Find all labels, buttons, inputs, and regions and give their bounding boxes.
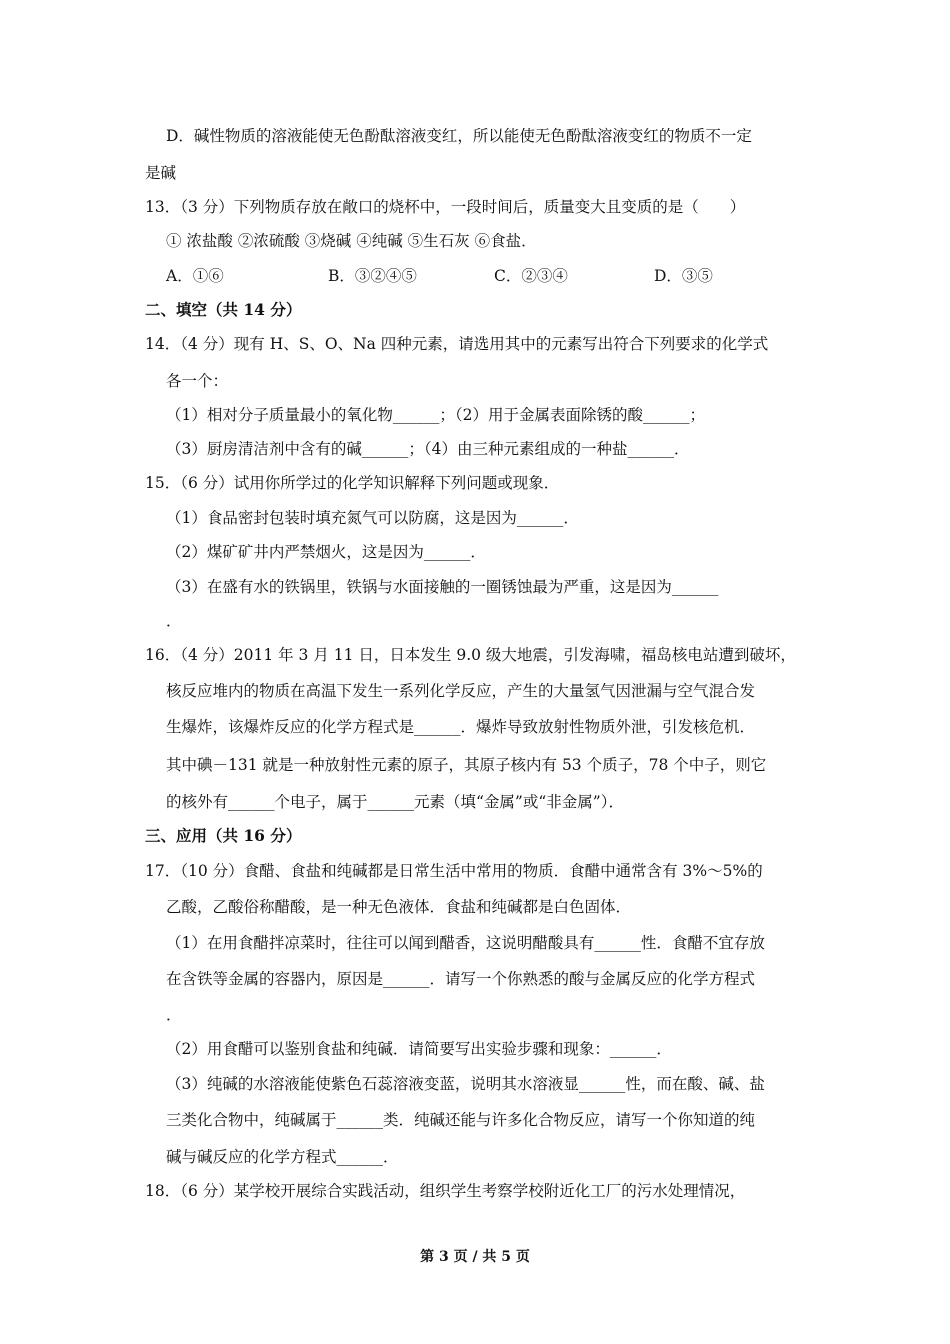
question-13-option-a: A．①⑥: [166, 267, 224, 285]
question-13: 13．（3 分）下列物质存放在敞口的烧杯中，一段时间后，质量变大且变质的是（ ）: [145, 198, 746, 216]
page-footer: 第 3 页 / 共 5 页: [420, 1249, 530, 1265]
question-17-part-1: （1）在用食醋拌凉菜时，往往可以闻到醋香，这说明醋酸具有______性．食醋不宜存放: [166, 934, 765, 952]
question-17: 17．（10 分）食醋、食盐和纯碱都是日常生活中常用的物质．食醋中通常含有 3%～5%的: [145, 862, 763, 880]
question-18: 18．（6 分）某学校开展综合实践活动，组织学生考察学校附近化工厂的污水处理情况，: [145, 1182, 746, 1200]
question-17-part-3: （3）纯碱的水溶液能使紫色石蕊溶液变蓝，说明其水溶液显______性，而在酸、碱、盐: [166, 1075, 765, 1093]
question-17-part-3-line3: 碱与碱反应的化学方程式______．: [166, 1148, 399, 1166]
question-13-items: ① 浓盐酸 ②浓硫酸 ③烧碱 ④纯碱 ⑤生石灰 ⑥食盐．: [166, 232, 537, 250]
question-16: 16．（4 分）2011 年 3 月 11 日，日本发生 9.0 级大地震，引发海啸，福岛核电站遭到破坏，: [145, 646, 796, 664]
question-13-option-b: B．③②④⑤: [328, 267, 417, 285]
question-14-part-3-4: （3）厨房清洁剂中含有的碱______；（4）由三种元素组成的一种盐______．: [166, 440, 690, 458]
section-heading-fill-in: 二、填空（共 14 分）: [145, 300, 302, 319]
question-13-option-d: D．③⑤: [654, 267, 713, 285]
option-d-line2: 是碱: [145, 164, 177, 182]
question-15-part-1: （1）食品密封包装时填充氮气可以防腐，这是因为______．: [166, 509, 579, 527]
question-14-part-1-2: （1）相对分子质量最小的氧化物______；（2）用于金属表面除锈的酸______；: [166, 406, 705, 424]
question-15-part-3-end: ．: [166, 612, 182, 630]
question-13-option-c: C．②③④: [494, 267, 568, 285]
question-16-line4: 其中碘－131 就是一种放射性元素的原子，其原子核内有 53 个质子，78 个中子，则它: [166, 756, 767, 774]
question-17-part-1-end: ．: [166, 1006, 182, 1024]
question-17-line2: 乙酸，乙酸俗称醋酸，是一种无色液体．食盐和纯碱都是白色固体．: [166, 898, 632, 916]
question-14: 14．（4 分）现有 H、S、O、Na 四种元素，请选用其中的元素写出符合下列要求的化学式: [145, 335, 769, 353]
question-14-cont: 各一个：: [166, 372, 229, 390]
section-heading-application: 三、应用（共 16 分）: [145, 826, 302, 845]
question-15-part-2: （2）煤矿矿井内严禁烟火，这是因为______．: [166, 543, 486, 561]
question-17-part-1-line2: 在含铁等金属的容器内，原因是______．请写一个你熟悉的酸与金属反应的化学方程式: [166, 970, 756, 988]
question-17-part-2: （2）用食醋可以鉴别食盐和纯碱．请简要写出实验步骤和现象：______．: [166, 1040, 672, 1058]
question-15: 15．（6 分）试用你所学过的化学知识解释下列问题或现象．: [145, 474, 560, 492]
question-16-line3: 生爆炸，该爆炸反应的化学方程式是______．爆炸导致放射性物质外泄，引发核危机．: [166, 718, 756, 736]
question-16-line5: 的核外有______个电子，属于______元素（填“金属”或“非金属”）．: [166, 793, 624, 811]
option-d-line1: D．碱性物质的溶液能使无色酚酞溶液变红，所以能使无色酚酞溶液变红的物质不一定: [166, 127, 752, 145]
question-17-part-3-line2: 三类化合物中，纯碱属于______类．纯碱还能与许多化合物反应，请写一个你知道的纯: [166, 1111, 756, 1129]
question-15-part-3: （3）在盛有水的铁锅里，铁锅与水面接触的一圈锈蚀最为严重，这是因为______: [166, 578, 719, 596]
question-16-line2: 核反应堆内的物质在高温下发生一系列化学反应，产生的大量氢气因泄漏与空气混合发: [166, 682, 756, 700]
